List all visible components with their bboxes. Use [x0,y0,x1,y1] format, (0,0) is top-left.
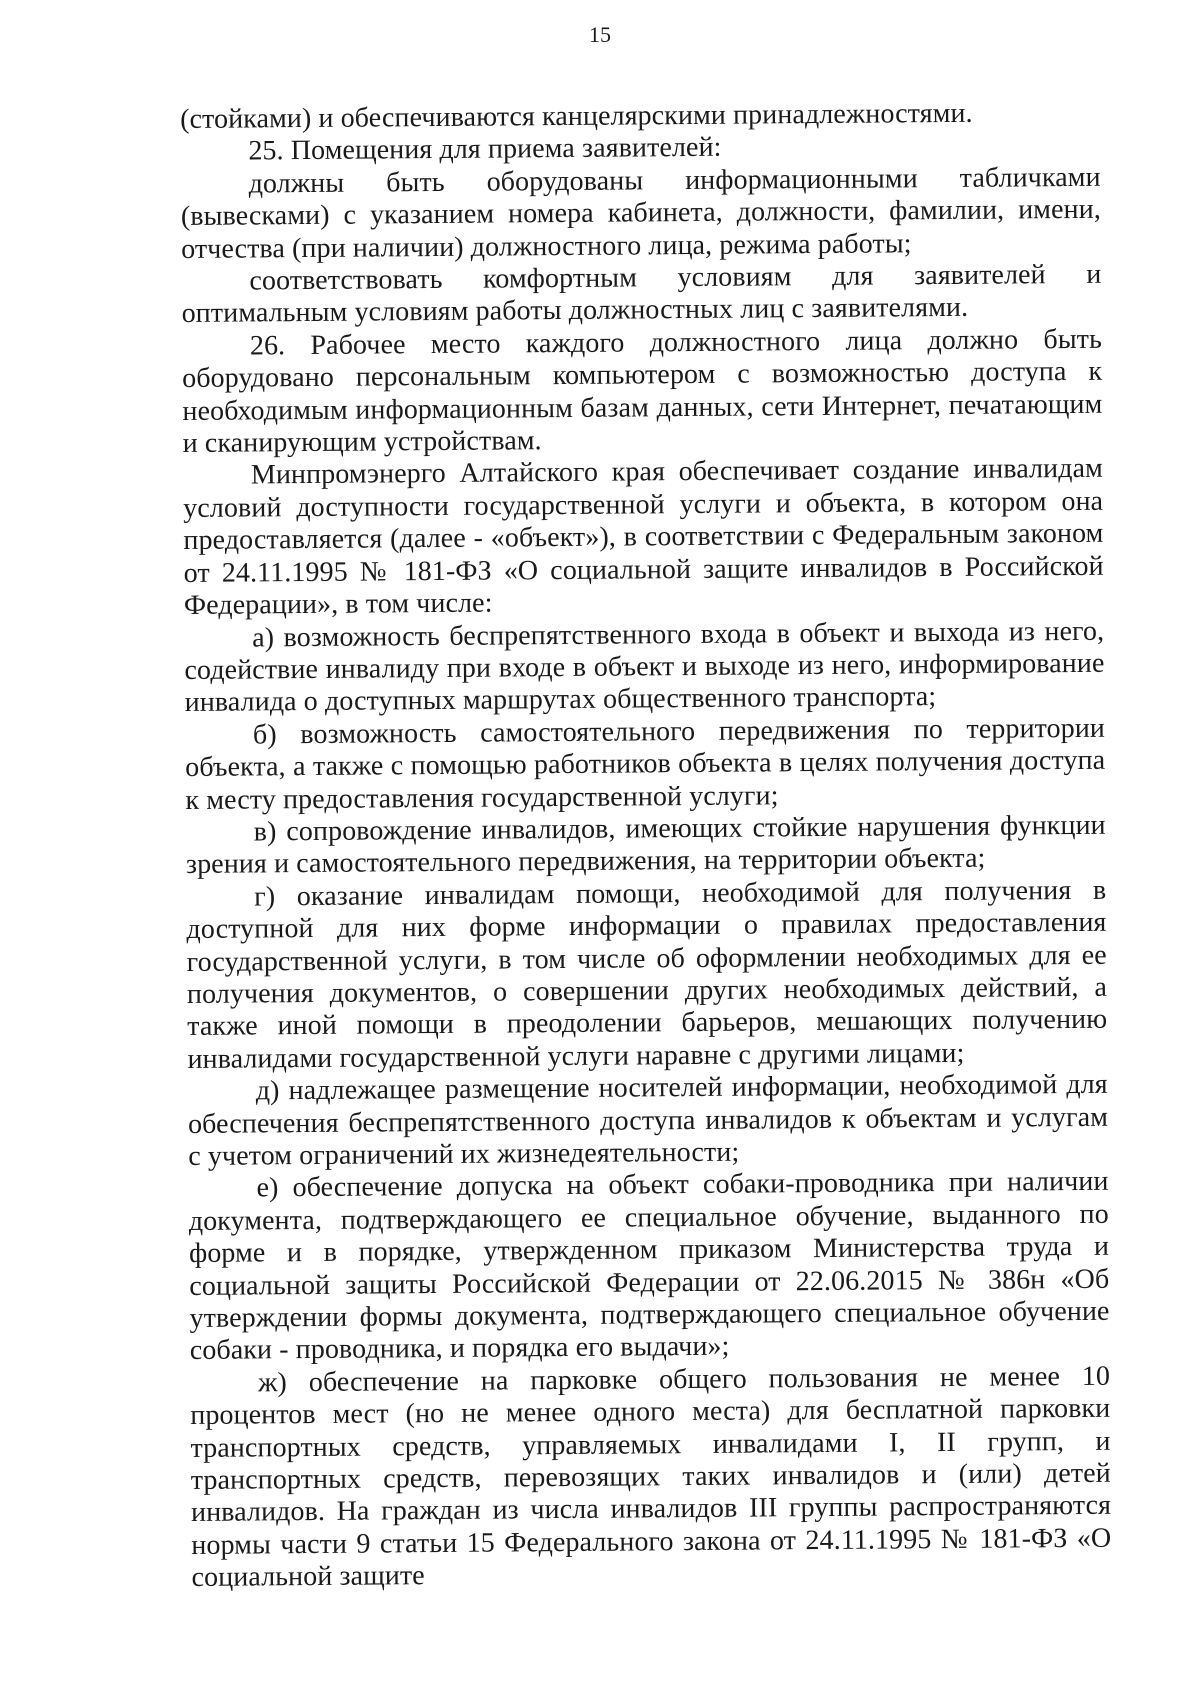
paragraph: ж) обеспечение на парковке общего пользования не менее 10 процентов мест (но не менее одного места) для бесплатной парковки транспортных средств, управляемых инвалидами I, II групп, и транспортных средств, перевозящих таких инвалидов и (или) детей инвалидов. На граждан из числа инвалидов III группы распространяются нормы части 9 статьи 15 Федерального закона от 24.11.1995 № 181-ФЗ «О социальной защите [190,1360,1112,1594]
document-body [180,97,1112,1595]
paragraph: (стойками) и обеспечиваются канцелярскими принадлежностями. [180,97,973,135]
paragraph: должны быть оборудованы информационными табличками (вывесками) с указанием номера кабинета, должности, фамилии, имени, отчества (при наличии) должностного лица, режима работы; [180,161,1101,265]
paragraph: соответствовать комфортным условиям для заявителей и оптимальным условиям работы должностных лиц с заявителями. [181,258,1102,330]
paragraph: е) обеспечение допуска на объект собаки-проводника при наличии документа, подтверждающего ее специальное обучение, выданного по форме и в порядке, утвержденном приказом Министерства труда и социальной защиты Российской Федерации от 22.06.2015 № 386н «Об утверждении формы документа, подтверждающего специальное обучение собаки - проводника, и порядка его выдачи»; [188,1166,1110,1367]
paragraph: б) возможность самостоятельного передвижения по территории объекта, а также с помощью работников объекта в целях получения доступа к месту предоставления государственной услуги; [185,712,1106,816]
page-number: 15 [589,22,611,47]
paragraph: г) оказание инвалидам помощи, необходимой для получения в доступной для них форме информации о правилах предоставления государственной услуги, в том числе об оформлении необходимых для ее получения документов, о совершении других необходимых действий, а также иной помощи в преодолении барьеров, мешающих получению инвалидами государственной услуги наравне с другими лицами; [186,874,1108,1075]
paragraph: Минпромэнерго Алтайского края обеспечивает создание инвалидам условий доступности государственной услуги и объекта, в котором она предоставляется (далее - «объект»), в соответствии с Федеральным законом от 24.11.1995 № 181-ФЗ «О социальной защите инвалидов в Российской Федерации», в том числе: [183,453,1104,622]
paragraph: в) сопровождение инвалидов, имеющих стойкие нарушения функции зрения и самостоятельного передвижения, на территории объекта; [185,809,1106,881]
paragraph: 26. Рабочее место каждого должностного лица должно быть оборудовано персональным компьютером с возможностью доступа к необходимым информационным базам данных, сети Интернет, печатающим и сканирующим устройствам. [182,323,1103,460]
paragraph: 25. Помещения для приема заявителей: [248,132,722,167]
paragraph: а) возможность беспрепятственного входа в объект и выхода из него, содействие инвалиду при входе в объект и выходе из него, информирование инвалида о доступных маршрутах общественного транспорта; [184,615,1105,719]
paragraph: д) надлежащее размещение носителей информации, необходимой для обеспечения беспрепятственного доступа инвалидов к объектам и услугам с учетом ограничений их жизнедеятельности; [187,1068,1109,1172]
